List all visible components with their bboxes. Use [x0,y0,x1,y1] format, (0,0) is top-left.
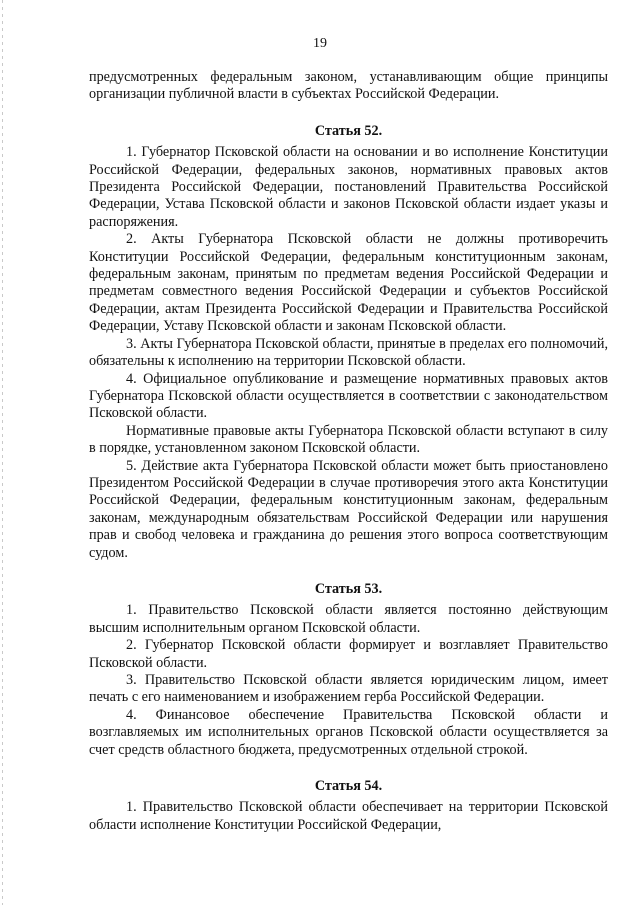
document-body [89,69,608,834]
article-paragraph: 2. Акты Губернатора Псковской области не должны противоречить Конституции Российской Федерации, федеральным конституционным законам, федеральным законам, принятым по предметам ведения Российской Федерации и предметам совместного ведения Российской Федерации и субъектов Российской Федерации, актам Президента Российской Федерации и Правительства Российской Федерации, Уставу Псковской области и законам Псковской области. [89,231,608,335]
page-number: 19 [313,36,327,51]
article-paragraph: 4. Финансовое обеспечение Правительства Псковской области и возглавляемых им исполнительных органов Псковской области осуществляется за счет средств областного бюджета, предусмотренных отдельной строкой. [89,706,608,758]
article-paragraph: 2. Губернатор Псковской области формирует и возглавляет Правительство Псковской области. [89,637,608,671]
article-paragraph: 1. Правительство Псковской области является постоянно действующим высшим исполнительным органом Псковской области. [89,602,608,636]
article-paragraph: 5. Действие акта Губернатора Псковской области может быть приостановлено Президентом Российской Федерации в случае противоречия этого акта Конституции Российской Федерации, федеральным конституционным законам, федеральным законам, международным обязательствам Российской Федерации или нарушения прав и свобод человека и гражданина до решения этого вопроса соответствующим судом. [89,457,608,561]
article-54 [89,778,608,834]
article-paragraph: 1. Губернатор Псковской области на основании и во исполнение Конституции Российской Федерации, федеральных законов, нормативных правовых актов Президента Российской Федерации, постановлений Правительства Российской Федерации, Устава Псковской области и законов Псковской области издает указы и распоряжения. [89,144,608,230]
article-title: Статья 54. [314,778,383,795]
article-paragraph: 1. Правительство Псковской области обеспечивает на территории Псковской области исполнение Конституции Российской Федерации, [89,799,608,833]
article-paragraph: Нормативные правовые акты Губернатора Псковской области вступают в силу в порядке, установленном законом Псковской области. [89,422,608,457]
article-paragraph: 4. Официальное опубликование и размещение нормативных правовых актов Губернатора Псковской области осуществляется в соответствии с законодательством Псковской области. [89,370,608,422]
article-53 [89,581,608,759]
intro-paragraph: предусмотренных федеральным законом, устанавливающим общие принципы организации публичной власти в субъектах Российской Федерации. [89,69,608,103]
article-title: Статья 53. [314,580,383,597]
article-paragraph: 3. Акты Губернатора Псковской области, принятые в пределах его полномочий, обязательны к исполнению на территории Псковской области. [89,335,608,370]
article-paragraph: 3. Правительство Псковской области является юридическим лицом, имеет печать с его наименованием и изображением герба Российской Федерации. [89,672,608,706]
article-title: Статья 52. [314,122,383,139]
article-52 [89,123,608,562]
scan-edge [2,0,3,905]
